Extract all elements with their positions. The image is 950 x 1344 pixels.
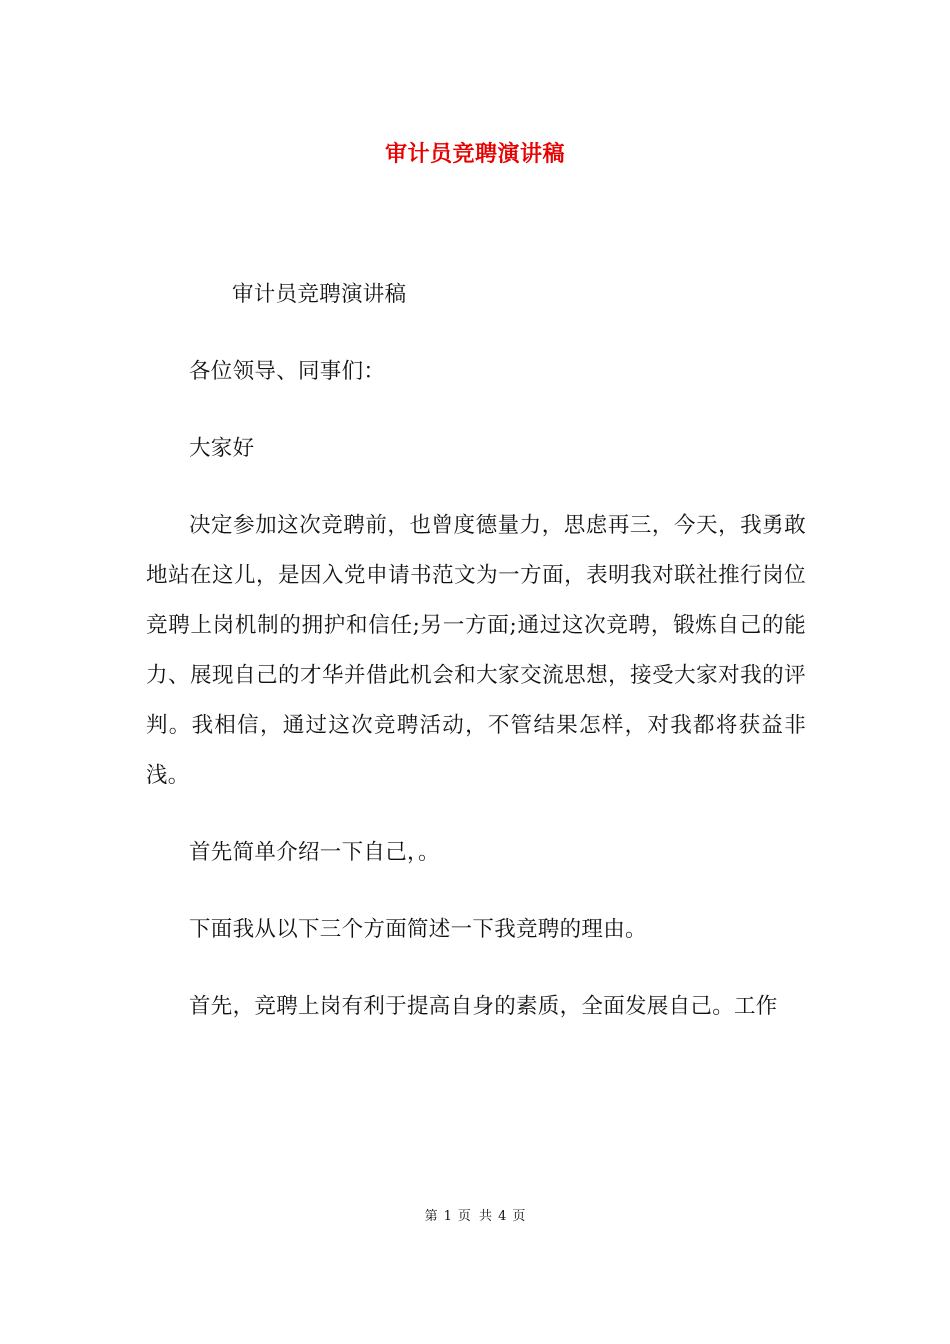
footer-suffix: 页 [512,1209,526,1224]
paragraph-introduction: 首先简单介绍一下自己，。 [189,840,440,865]
footer-prefix: 第 [424,1209,438,1224]
body-subtitle: 审计员竞聘演讲稿 [232,282,407,307]
footer-current-page: 1 [443,1209,452,1224]
paragraph-hello: 大家好 [189,436,255,461]
document-body [146,270,806,1059]
document-title: 审计员竞聘演讲稿 [384,141,565,167]
page-footer [0,1207,950,1227]
paragraph-first-reason: 首先，竞聘上岗有利于提高自身的素质，全面发展自己。工作 [189,994,778,1019]
footer-middle: 页 共 [457,1209,493,1224]
paragraph-reasons: 下面我从以下三个方面简述一下我竞聘的理由。 [189,917,647,942]
footer-total-pages: 4 [498,1209,507,1224]
paragraph-greeting: 各位领导、同事们： [189,359,386,384]
paragraph-decision: 决定参加这次竞聘前，也曾度德量力，思虑再三，今天，我勇敢地站在这儿，是因入党申请书范文为一方面，表明我对联社推行岗位竞聘上岗机制的拥护和信任;另一方面;通过这次竞聘，锻炼自己的能力、展现自己的才华并借此机会和大家交流思想，接受大家对我的评判。我相信，通过这次竞聘活动，不管结果怎样，对我都将获益非浅。 [146,513,806,788]
